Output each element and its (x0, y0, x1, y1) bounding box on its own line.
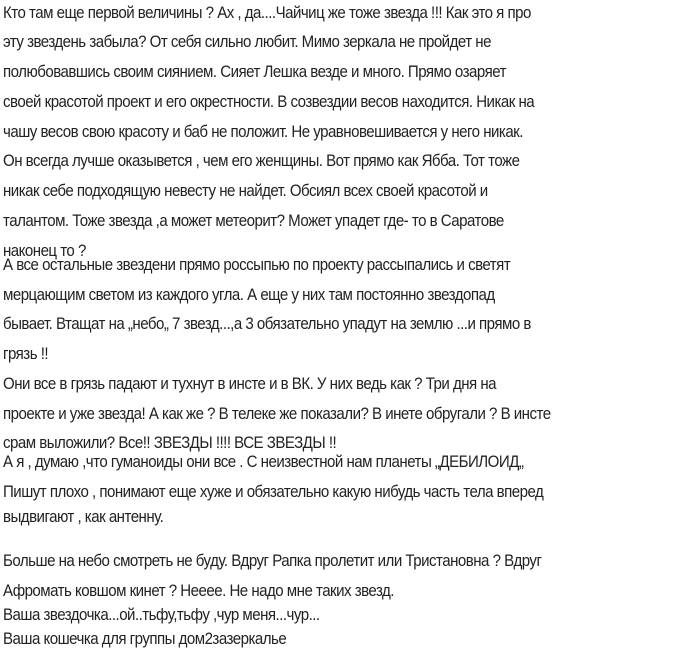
text-line: талантом. Тоже звезда ,а может метеорит? Может упадет где- то в Саратове (3, 212, 504, 230)
text-line: Пишут плохо , понимают еще хуже и обязательно какую нибудь часть тела вперед (3, 483, 544, 501)
text-line: Ваша звездочка...ой..тьфу,тьфу ,чур меня...чур... (3, 606, 320, 624)
text-line: бывает. Втащат на „небо„ 7 звезд...,а 3 обязательно упадут на землю ...и прямо в (3, 315, 531, 333)
text-line: А я , думаю ,что гуманоиды они все . С неизвестной нам планеты „ДЕБИЛОИД„ (3, 453, 524, 471)
text-line: выдвигают , как антенну. (3, 508, 164, 526)
text-line: Кто там еще первой величины ? Ах , да....Чайчиц же тоже звезда !!! Как это я про (3, 4, 531, 22)
text-line: Он всегда лучше оказывется , чем его женщины. Вот прямо как Ябба. Тот тоже (3, 152, 520, 170)
text-line: своей красотой проект и его окрестности. В созвездии весов находится. Никак на (3, 93, 535, 111)
text-line: полюбовавшись своим сиянием. Сияет Лешка везде и много. Прямо озаряет (3, 63, 506, 81)
text-line: Ваша кошечка для группы дом2зазеркалье (3, 630, 287, 648)
text-line: эту звездень забыла? От себя сильно любит. Мимо зеркала не пройдет не (3, 33, 491, 51)
text-line: грязь !! (3, 345, 49, 363)
text-line: чашу весов свою красоту и баб не положит. Не уравновешивается у него никак. (3, 123, 523, 141)
text-line: Они все в грязь падают и тухнут в инсте и в ВК. У них ведь как ? Три дня на (3, 375, 497, 393)
text-line: Афромать ковшом кинет ? Неееe. Не надо мне таких звезд. (3, 582, 394, 600)
text-line: проекте и уже звезда! А как же ? В телеке же показали? В инете обругали ? В инсте (3, 405, 551, 423)
text-line: А все остальные звездени прямо россыпью по проекту рассыпались и светят (3, 256, 511, 274)
text-line: срам выложили? Все!! ЗВЕЗДЫ !!!! ВСЕ ЗВЕЗДЫ !! (3, 434, 337, 452)
text-line: мерцающим светом из каждого угла. А еще у них там постоянно звездопад (3, 286, 495, 304)
text-line: никак себе подходящую невесту не найдет. Обсиял всех своей красотой и (3, 182, 488, 200)
text-line: наконец то ? (3, 242, 86, 260)
text-line: Больше на небо смотреть не буду. Вдруг Рапка пролетит или Тристановна ? Вдруг (3, 552, 542, 570)
